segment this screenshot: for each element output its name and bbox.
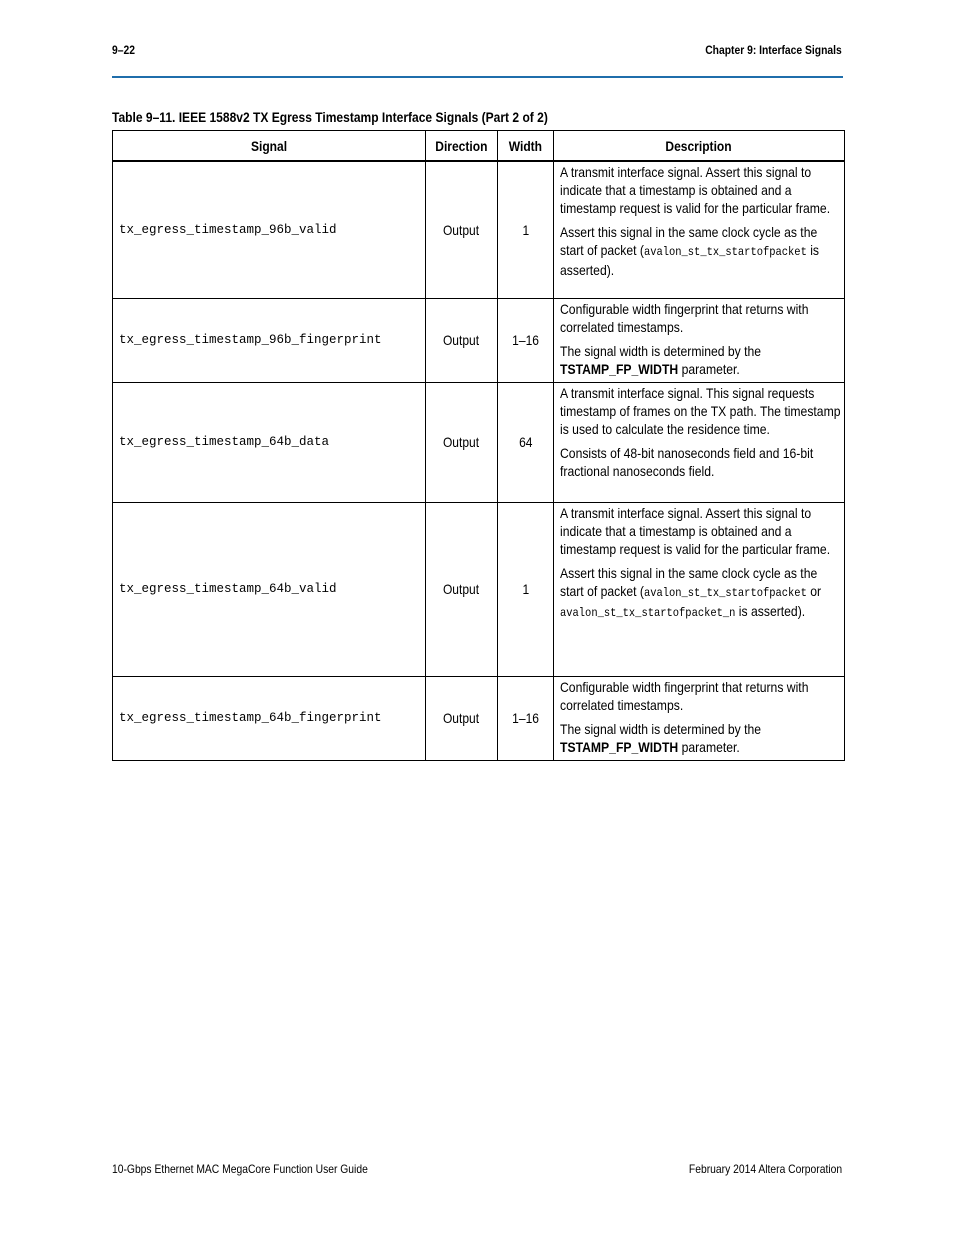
signal-direction: Output <box>426 298 498 382</box>
signal-name: tx_egress_timestamp_96b_valid <box>113 161 426 298</box>
description-paragraph: Configurable width fingerprint that returns with correlated timestamps. <box>560 678 809 713</box>
signal-direction: Output <box>426 502 498 676</box>
header-rule <box>112 76 843 78</box>
signal-width: 64 <box>498 382 554 502</box>
description-paragraph: The signal width is determined by the TSTAMP_FP_WIDTH parameter. <box>560 342 762 377</box>
description-paragraph: Assert this signal in the same clock cycle as the start of packet (avalon_st_tx_startofpacket is asserted). <box>560 224 820 278</box>
table-row <box>113 502 845 676</box>
description-paragraph: Consists of 48-bit nanoseconds field and 16-bit fractional nanoseconds field. <box>560 444 814 479</box>
page-number: 9–22 <box>112 43 135 57</box>
signal-width: 1 <box>498 502 554 676</box>
signals-table <box>112 130 845 761</box>
table-row <box>113 161 845 298</box>
signal-direction: Output <box>426 161 498 298</box>
description-paragraph: Configurable width fingerprint that returns with correlated timestamps. <box>560 300 809 335</box>
signal-description <box>554 382 845 502</box>
signal-width: 1–16 <box>498 298 554 382</box>
description-paragraph: A transmit interface signal. Assert this signal to indicate that a timestamp is obtained and a timestamp request is valid for the particular frame. <box>560 164 831 216</box>
column-header-width: Width <box>498 131 554 162</box>
signal-description <box>554 676 845 760</box>
signal-name: tx_egress_timestamp_64b_fingerprint <box>113 676 426 760</box>
description-paragraph: A transmit interface signal. Assert this signal to indicate that a timestamp is obtained and a timestamp request is valid for the particular frame. <box>560 504 831 557</box>
column-header-signal: Signal <box>113 131 426 162</box>
table-row <box>113 382 845 502</box>
signal-direction: Output <box>426 382 498 502</box>
footer-date-company: February 2014 Altera Corporation <box>688 1162 842 1176</box>
signal-width: 1 <box>498 161 554 298</box>
footer-document-title: 10-Gbps Ethernet MAC MegaCore Function User Guide <box>112 1162 368 1176</box>
signal-name: tx_egress_timestamp_64b_data <box>113 382 426 502</box>
description-paragraph: The signal width is determined by the TSTAMP_FP_WIDTH parameter. <box>560 720 762 755</box>
signal-direction: Output <box>426 676 498 760</box>
table-header-row <box>113 131 845 162</box>
chapter-title: Chapter 9: Interface Signals <box>705 43 842 57</box>
column-header-description: Description <box>554 131 845 162</box>
signal-description <box>554 298 845 382</box>
signal-description <box>554 161 845 298</box>
table-row <box>113 298 845 382</box>
description-paragraph: Assert this signal in the same clock cycle as the start of packet (avalon_st_tx_startofpacket or avalon_st_tx_startofpacket_n is asserted). <box>560 564 822 620</box>
signal-name: tx_egress_timestamp_64b_valid <box>113 502 426 676</box>
column-header-direction: Direction <box>426 131 498 162</box>
signal-name: tx_egress_timestamp_96b_fingerprint <box>113 298 426 382</box>
description-paragraph: A transmit interface signal. This signal requests timestamp of frames on the TX path. The timestamp is used to calculate the residence time. <box>560 384 841 437</box>
table-row <box>113 676 845 760</box>
table-caption: Table 9–11. IEEE 1588v2 TX Egress Timestamp Interface Signals (Part 2 of 2) <box>112 109 548 125</box>
signal-width: 1–16 <box>498 676 554 760</box>
signal-description <box>554 502 845 676</box>
